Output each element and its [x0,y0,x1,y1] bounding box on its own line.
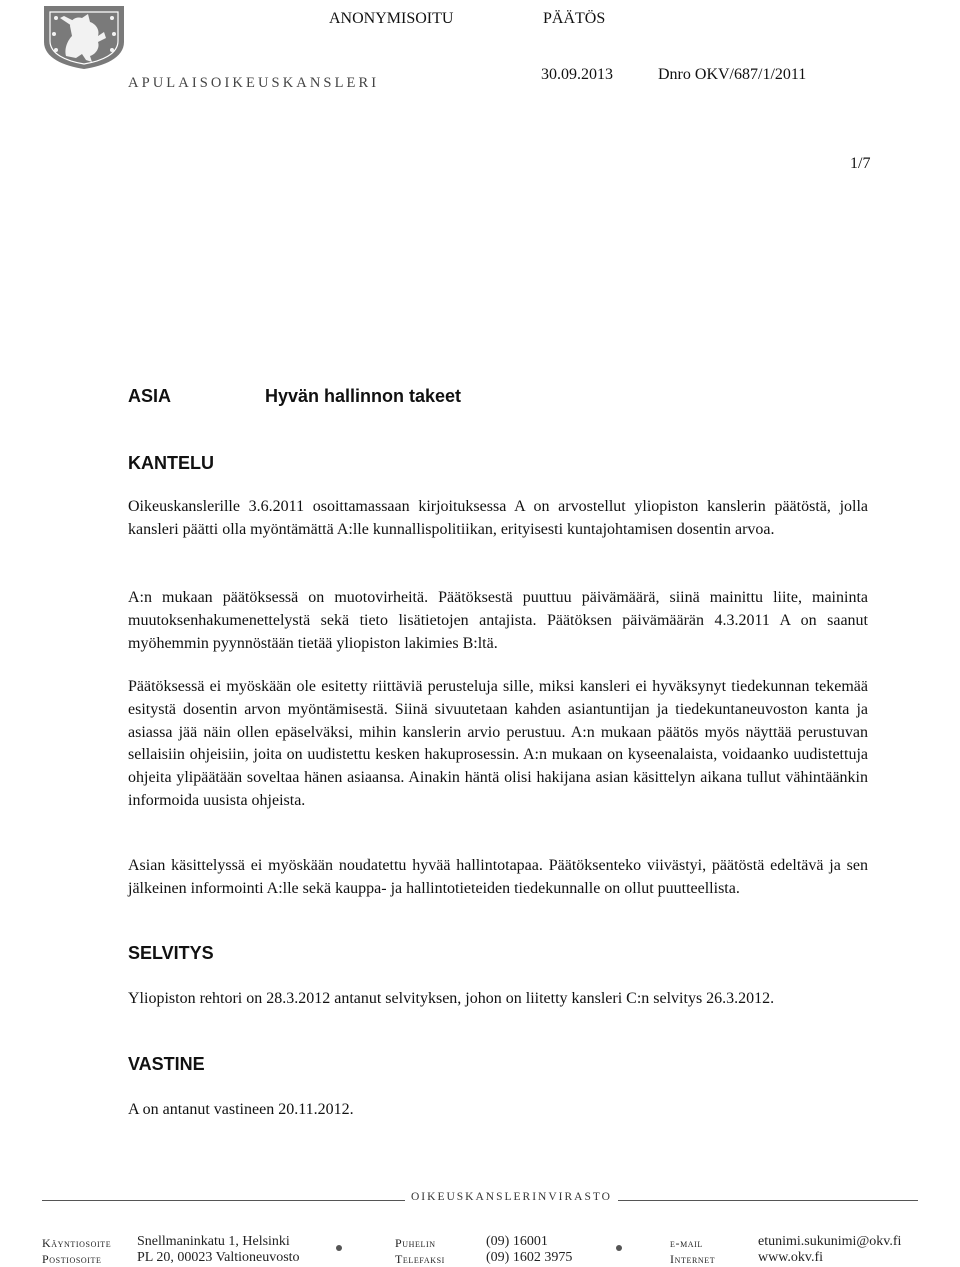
footer-phone-label: Puhelin [395,1236,436,1250]
subject-title: Hyvän hallinnon takeet [265,386,462,406]
kantelu-paragraph-4: Asian käsittelyssä ei myöskään noudatettu hyvää hallintotapaa. Päätöksenteko viivästyi, päätöstä edeltävä ja sen jälkeinen informointi A:lle sekä kauppa- ja hallintotieteiden tiedekunnalle on ollut puutteellista. [128,857,868,897]
kantelu-paragraph-3: Päätöksessä ei myöskään ole esitetty riittäviä perusteluja sille, miksi kansleri ei hyväksynyt tiedekunnan tekemää esitystä dosentin arvon myöntämisestä. Siinä sivuutetaan kahden asiantuntijan ja tiedekuntaneuvoston kanta ja asiassa jää näin ollen epäselväksi, mihin kanslerin arvio perustuu. A:n mukaan päätös myös näyttää perustuvan sellaisiin ohjeisiin, joita on uudistettu kesken hakuprosessin. A:n mukaan on kyseenalaista, voidaanko uudistettuja ohjeita ylipäätään soveltaa hänen asiaansa. Ainakin häntä olisi hakijana asian käsittelyn aikana tullut vähintäänkin informoida uusista ohjeista. [128,678,868,809]
footer-post-value: PL 20, 00023 Valtioneuvosto [137,1250,300,1265]
document-type: PÄÄTÖS [543,10,606,27]
vastine-paragraph: A on antanut vastineen 20.11.2012. [128,1101,354,1118]
footer-email-label: e-mail [670,1236,703,1250]
footer-phone-value: (09) 16001 [486,1234,548,1249]
footer-fax-value: (09) 1602 3975 [486,1250,573,1265]
organization-name: APULAISOIKEUSKANSLERI [128,75,380,91]
section-label-vastine: VASTINE [128,1054,205,1074]
section-label-selvitys: SELVITYS [128,943,214,963]
footer-visit-label: Käyntiosoite [42,1236,112,1250]
footer-internet-value[interactable]: www.okv.fi [758,1250,824,1265]
section-label-asia: ASIA [128,386,172,406]
section-label-kantelu: KANTELU [128,453,214,473]
footer-separator-dot [616,1245,622,1251]
footer-visit-value: Snellmaninkatu 1, Helsinki [137,1234,290,1249]
document-date: 30.09.2013 [541,66,613,83]
footer-separator-dot [336,1245,342,1251]
selvitys-paragraph: Yliopiston rehtori on 28.3.2012 antanut selvityksen, johon on liitetty kansleri C:n selvitys 26.3.2012. [128,990,775,1007]
coat-of-arms-logo [42,4,126,70]
footer-post-label: Postiosoite [42,1252,102,1266]
footer-internet-label: Internet [670,1252,716,1266]
footer-office-name: OIKEUSKANSLERINVIRASTO [405,1191,618,1203]
kantelu-paragraph-1: Oikeuskanslerille 3.6.2011 osoittamassaan kirjoituksessa A on arvostellut yliopiston kanslerin päätöstä, jolla kansleri päätti olla myöntämättä A:lle kunnallispolitiikan, erityisesti kuntajohtamisen dosentin arvoa. [128,498,868,538]
footer-fax-label: Telefaksi [395,1252,445,1266]
footer-email-value[interactable]: etunimi.sukunimi@okv.fi [758,1234,902,1249]
classification-label: ANONYMISOITU [329,10,454,27]
kantelu-paragraph-2: A:n mukaan päätöksessä on muotovirheitä. Päätöksestä puuttuu päivämäärä, siinä mainittu liite, maininta muutoksenhakumenettelystä sekä tieto lisätietojen antajista. Päätöksen päivämäärän 4.3.2011 A on saanut myöhemmin pyynnöstään tietää yliopiston lakimies B:ltä. [128,589,868,652]
document-number: Dnro OKV/687/1/2011 [658,66,807,83]
page-number: 1/7 [850,155,871,172]
